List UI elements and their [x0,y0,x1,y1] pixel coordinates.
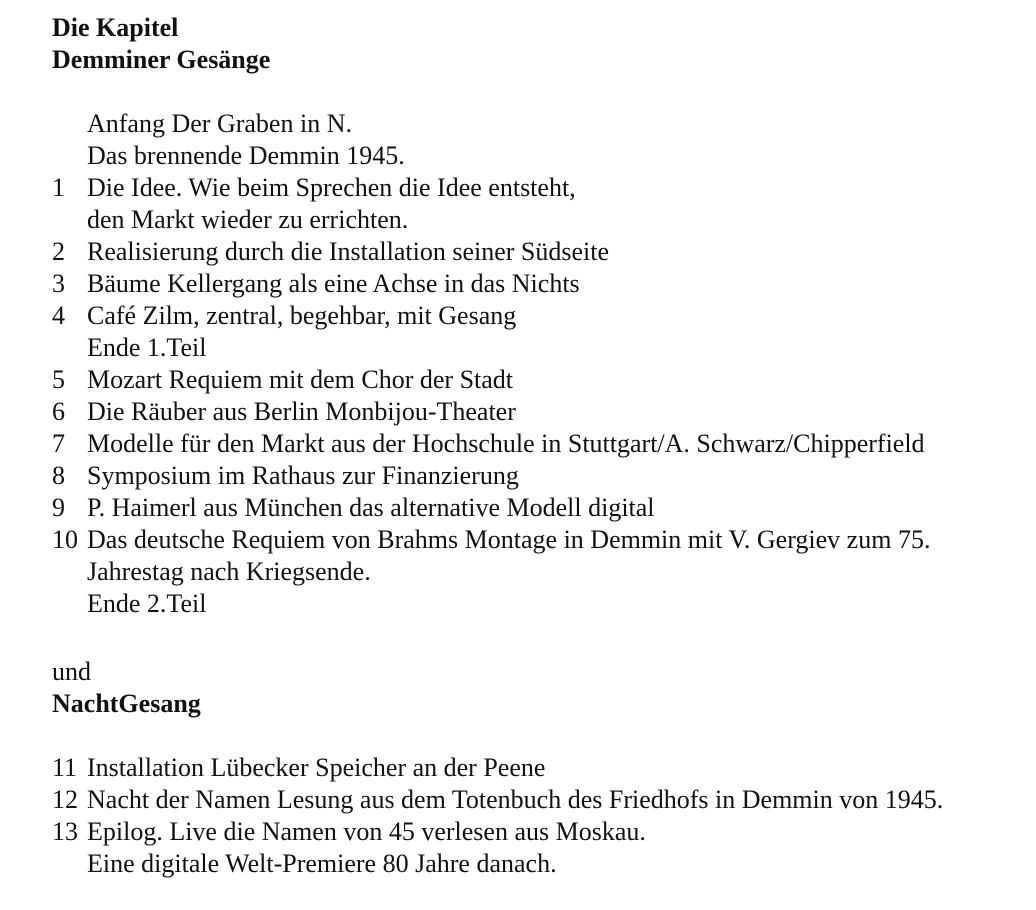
chapter-text: Ende 2.Teil [87,589,207,618]
list-item [52,300,930,332]
list-item [52,140,930,172]
heading-block [52,12,270,76]
chapter-number [52,140,87,172]
chapter-text: Die Idee. Wie beim Sprechen die Idee entsteht, [87,173,576,202]
chapter-number: 5 [52,365,65,394]
chapter-text: Eine digitale Welt-Premiere 80 Jahre danach. [87,849,557,878]
list-item [52,268,930,300]
list-item [52,524,930,556]
chapter-text: Das deutsche Requiem von Brahms Montage in Demmin mit V. Gergiev zum 75. [87,525,931,554]
list-item [52,236,930,268]
list-item [52,460,930,492]
chapter-list-part-1 [52,108,930,620]
chapter-text: Realisierung durch die Installation seiner Südseite [87,237,610,266]
list-item [52,492,930,524]
chapter-list-part-2 [52,752,943,880]
chapter-text: den Markt wieder zu errichten. [87,205,409,234]
chapter-number: 12 [52,785,78,814]
chapter-number [52,848,87,880]
chapter-text: Ende 1.Teil [87,333,207,362]
chapter-text: P. Haimerl aus München das alternative Modell digital [87,493,655,522]
chapter-text: Jahrestag nach Kriegsende. [87,557,371,586]
chapter-text: Symposium im Rathaus zur Finanzierung [87,461,519,490]
chapter-number: 7 [52,429,65,458]
list-item [52,588,930,620]
chapter-number: 1 [52,173,65,202]
chapter-number: 4 [52,301,65,330]
list-item [52,364,930,396]
chapter-number: 10 [52,525,78,554]
chapter-number [52,332,87,364]
list-item [52,848,943,880]
section-title: NachtGesang [52,689,201,718]
chapter-text: Mozart Requiem mit dem Chor der Stadt [87,365,514,394]
chapter-text: Modelle für den Markt aus der Hochschule in Stuttgart/A. Schwarz/Chipperfield [87,429,925,458]
chapter-number: 9 [52,493,65,522]
list-item [52,108,930,140]
chapter-number: 13 [52,817,78,846]
heading-line-1: Die Kapitel [52,13,179,42]
chapter-number [52,204,87,236]
chapter-number [52,588,87,620]
chapter-number: 8 [52,461,65,490]
list-item [52,396,930,428]
list-item [52,784,943,816]
list-item [52,204,930,236]
chapter-text: Bäume Kellergang als eine Achse in das Nichts [87,269,580,298]
chapter-text: Die Räuber aus Berlin Monbijou-Theater [87,397,516,426]
connector-word: und [52,657,91,686]
chapter-text: Nacht der Namen Lesung aus dem Totenbuch des Friedhofs in Demmin von 1945. [87,785,944,814]
chapter-number: 2 [52,237,65,266]
list-item [52,332,930,364]
chapter-text: Café Zilm, zentral, begehbar, mit Gesang [87,301,517,330]
chapter-text: Das brennende Demmin 1945. [87,141,405,170]
chapter-number [52,108,87,140]
chapter-text: Epilog. Live die Namen von 45 verlesen aus Moskau. [87,817,646,846]
list-item [52,752,943,784]
list-item [52,556,930,588]
chapter-number: 3 [52,269,65,298]
chapter-number: 6 [52,397,65,426]
chapter-number: 11 [52,753,78,782]
chapter-text: Installation Lübecker Speicher an der Peene [87,753,546,782]
chapter-number [52,556,87,588]
heading-line-2: Demminer Gesänge [52,45,271,74]
list-item [52,428,930,460]
list-item [52,172,930,204]
chapter-text: Anfang Der Graben in N. [87,109,352,138]
list-item [52,816,943,848]
section-2-heading [52,656,201,720]
